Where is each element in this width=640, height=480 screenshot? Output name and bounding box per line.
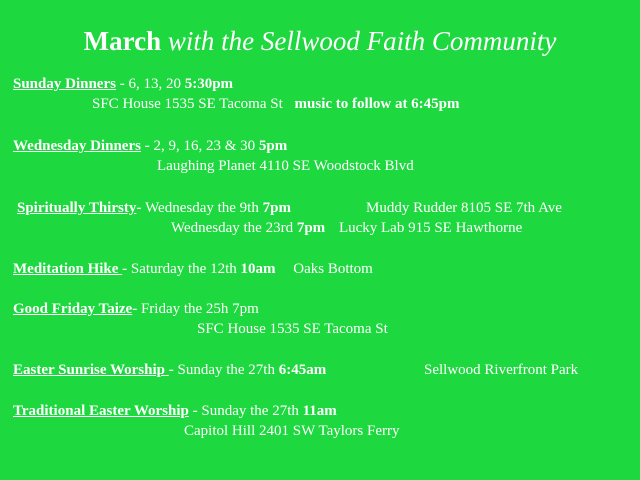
event-name: Sunday Dinners [13,76,116,92]
event-time: 5:30pm [184,76,234,92]
event-name: Traditional Easter Worship [13,403,189,419]
event-dates: Friday the 25h 7pm [140,301,259,317]
event-sunday-dinners-detail [92,95,460,113]
event-location: Capitol Hill 2401 SW Taylors Ferry [184,423,400,439]
event-easter-sunrise-worship: Easter Sunrise Worship - Sunday the 27th 6:45am [13,362,327,378]
event-location: SFC House 1535 SE Tacoma St [197,321,388,337]
event-name: Meditation Hike [13,261,123,277]
event-time: 10am [240,261,276,277]
event-easter-sunrise-worship-location [424,361,578,379]
event-good-friday-taize: Good Friday Taize- Friday the 25h 7pm [13,301,259,317]
event-dates: Sunday the 27th [177,362,279,378]
event-meditation-hike: Meditation Hike - Saturday the 12th 10am Oaks Bottom [13,261,373,277]
event-dates: 6, 13, 20 [128,76,185,92]
event-location: SFC House 1535 SE Tacoma St [92,96,283,112]
event-time: 7pm [262,200,291,216]
event-time: 11am [302,403,337,419]
event-spiritually-thirsty-detail [171,219,522,237]
event-time: 7pm [296,220,326,236]
event-dates: Sunday the 27th [201,403,303,419]
event-dates: Wednesday the 9th [145,200,263,216]
title-subtitle: with the Sellwood Faith Community [167,26,557,56]
event-name: Easter Sunrise Worship [13,362,169,378]
title-month: March [83,26,162,56]
event-location: Oaks Bottom [293,261,373,277]
event-location: Laughing Planet 4110 SE Woodstock Blvd [157,158,414,174]
event-dates: Wednesday the 23rd [171,220,297,236]
event-traditional-easter-worship-detail [184,422,399,440]
event-wednesday-dinners-detail [157,157,414,175]
event-name: Good Friday Taize [13,301,133,317]
event-time: 5pm [258,138,288,154]
event-good-friday-taize-detail [197,320,388,338]
event-wednesday-dinners: Wednesday Dinners - 2, 9, 16, 23 & 30 5pm [13,138,288,154]
event-time: 6:45am [278,362,327,378]
event-dates: 2, 9, 16, 23 & 30 [153,138,259,154]
event-traditional-easter-worship: Traditional Easter Worship - Sunday the 27th 11am [13,403,337,419]
event-location: Lucky Lab 915 SE Hawthorne [338,220,523,236]
page-title [0,26,640,57]
event-spiritually-thirsty-location [366,199,562,217]
event-name: Wednesday Dinners [13,138,141,154]
event-dates: Saturday the 12th [130,261,241,277]
event-note: music to follow at 6:45pm [294,96,460,112]
event-location: Sellwood Riverfront Park [424,362,579,378]
event-location: Muddy Rudder 8105 SE 7th Ave [366,200,562,216]
event-name: Spiritually Thirsty [17,200,137,216]
event-spiritually-thirsty: Spiritually Thirsty- Wednesday the 9th 7pm [17,200,291,216]
event-sunday-dinners: Sunday Dinners - 6, 13, 20 5:30pm [13,76,234,92]
